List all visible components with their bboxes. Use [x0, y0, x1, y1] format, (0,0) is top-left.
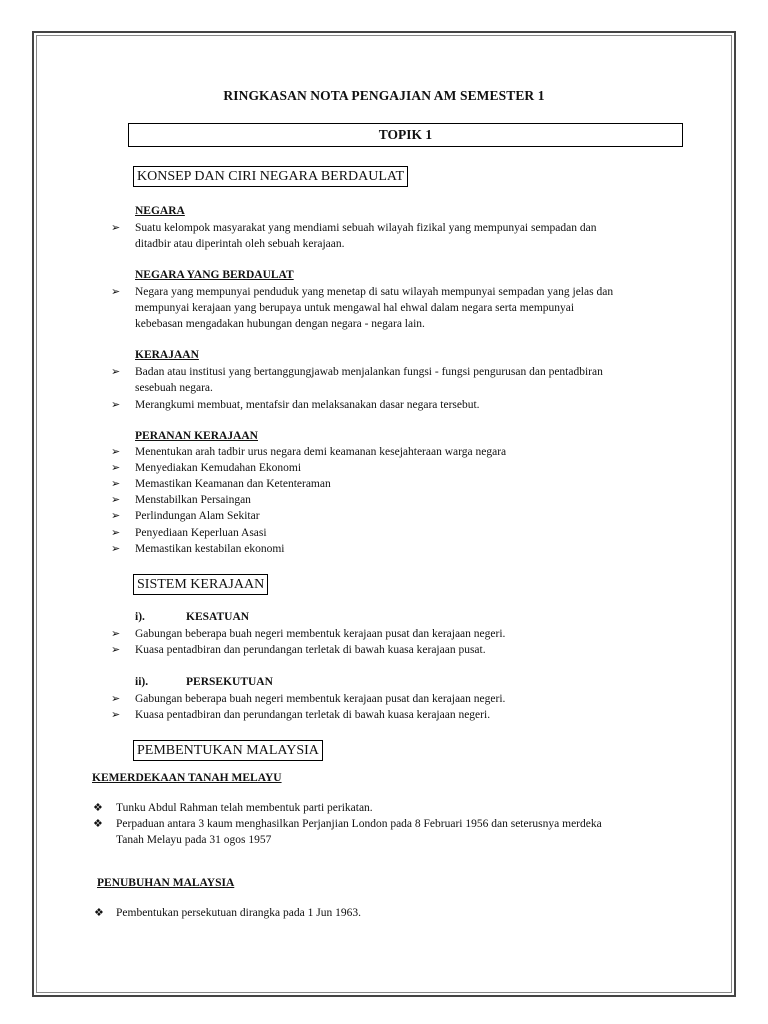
diamond-bullet-icon: ❖: [94, 907, 104, 919]
kemerdekaan-b2-line2: Tanah Melayu pada 31 ogos 1957: [116, 834, 272, 846]
persekutuan-item: Gabungan beberapa buah negeri membentuk kerajaan pusat dan kerajaan negeri.: [135, 693, 506, 705]
arrow-bullet-icon: ➢: [111, 543, 121, 555]
kerajaan-b2: Merangkumi membuat, mentafsir dan melaksanakan dasar negara tersebut.: [135, 399, 480, 411]
arrow-bullet-icon: ➢: [111, 462, 121, 474]
kemerdekaan-b1: Tunku Abdul Rahman telah membentuk parti perikatan.: [116, 802, 373, 814]
arrow-bullet-icon: ➢: [111, 693, 121, 705]
arrow-bullet-icon: ➢: [111, 399, 121, 411]
peranan-item: Menyediakan Kemudahan Ekonomi: [135, 462, 302, 474]
diamond-bullet-icon: ❖: [93, 818, 103, 830]
section-konsep-heading: KONSEP DAN CIRI NEGARA BERDAULAT: [133, 166, 408, 187]
negara-text-line2: ditadbir atau diperintah oleh sebuah kerajaan.: [135, 238, 345, 250]
kesatuan-heading: KESATUAN: [186, 611, 250, 623]
section-pembentukan-heading: PEMBENTUKAN MALAYSIA: [133, 740, 323, 761]
topic-box: TOPIK 1: [128, 123, 683, 147]
section-sistem-heading: SISTEM KERAJAAN: [133, 574, 268, 595]
peranan-item: Penyediaan Keperluan Asasi: [135, 527, 267, 539]
arrow-bullet-icon: ➢: [111, 478, 121, 490]
kesatuan-item: Gabungan beberapa buah negeri membentuk kerajaan pusat dan kerajaan negeri.: [135, 628, 506, 640]
negara-berdaulat-line3: kebebasan mengadakan hubungan dengan negara - negara lain.: [135, 318, 425, 330]
kemerdekaan-b2-line1: Perpaduan antara 3 kaum menghasilkan Perjanjian London pada 8 Februari 1956 dan seterusnya merdeka: [116, 818, 602, 830]
negara-berdaulat-line2: mempunyai kerajaan yang berupaya untuk mengawal hal ehwal dalam negara serta mempunyai: [135, 302, 575, 314]
arrow-bullet-icon: ➢: [111, 446, 121, 458]
kesatuan-item: Kuasa pentadbiran dan perundangan terletak di bawah kuasa kerajaan pusat.: [135, 644, 486, 656]
kerajaan-b1-line1: Badan atau institusi yang bertanggungjawab menjalankan fungsi - fungsi pengurusan dan pentadbiran: [135, 366, 603, 378]
persekutuan-heading: PERSEKUTUAN: [186, 676, 273, 688]
arrow-bullet-icon: ➢: [111, 644, 121, 656]
peranan-item: Perlindungan Alam Sekitar: [135, 510, 260, 522]
arrow-bullet-icon: ➢: [111, 628, 121, 640]
arrow-bullet-icon: ➢: [111, 527, 121, 539]
kesatuan-number: i).: [135, 611, 145, 623]
persekutuan-item: Kuasa pentadbiran dan perundangan terletak di bawah kuasa kerajaan negeri.: [135, 709, 491, 721]
arrow-bullet-icon: ➢: [111, 494, 121, 506]
persekutuan-number: ii).: [135, 676, 149, 688]
penubuhan-heading: PENUBUHAN MALAYSIA: [97, 877, 235, 889]
peranan-item: Memastikan kestabilan ekonomi: [135, 543, 285, 555]
arrow-bullet-icon: ➢: [111, 366, 121, 378]
peranan-item: Menentukan arah tadbir urus negara demi keamanan kesejahteraan warga negara: [135, 446, 507, 458]
arrow-bullet-icon: ➢: [111, 286, 121, 298]
penubuhan-b1: Pembentukan persekutuan dirangka pada 1 Jun 1963.: [116, 907, 361, 919]
kerajaan-heading: KERAJAAN: [135, 349, 199, 361]
negara-berdaulat-line1: Negara yang mempunyai penduduk yang menetap di satu wilayah mempunyai sempadan yang jelas dan: [135, 286, 614, 298]
peranan-item: Menstabilkan Persaingan: [135, 494, 251, 506]
negara-text-line1: Suatu kelompok masyarakat yang mendiami sebuah wilayah fizikal yang mempunyai sempadan dan: [135, 222, 597, 234]
peranan-heading: PERANAN KERAJAAN: [135, 430, 258, 442]
negara-heading: NEGARA: [135, 205, 185, 217]
arrow-bullet-icon: ➢: [111, 510, 121, 522]
negara-berdaulat-heading: NEGARA YANG BERDAULAT: [135, 269, 294, 281]
kerajaan-b1-line2: sesebuah negara.: [135, 382, 213, 394]
diamond-bullet-icon: ❖: [93, 802, 103, 814]
peranan-item: Memastikan Keamanan dan Ketenteraman: [135, 478, 331, 490]
document-title: RINGKASAN NOTA PENGAJIAN AM SEMESTER 1: [223, 88, 545, 103]
kemerdekaan-heading: KEMERDEKAAN TANAH MELAYU: [92, 772, 282, 784]
arrow-bullet-icon: ➢: [111, 222, 121, 234]
arrow-bullet-icon: ➢: [111, 709, 121, 721]
